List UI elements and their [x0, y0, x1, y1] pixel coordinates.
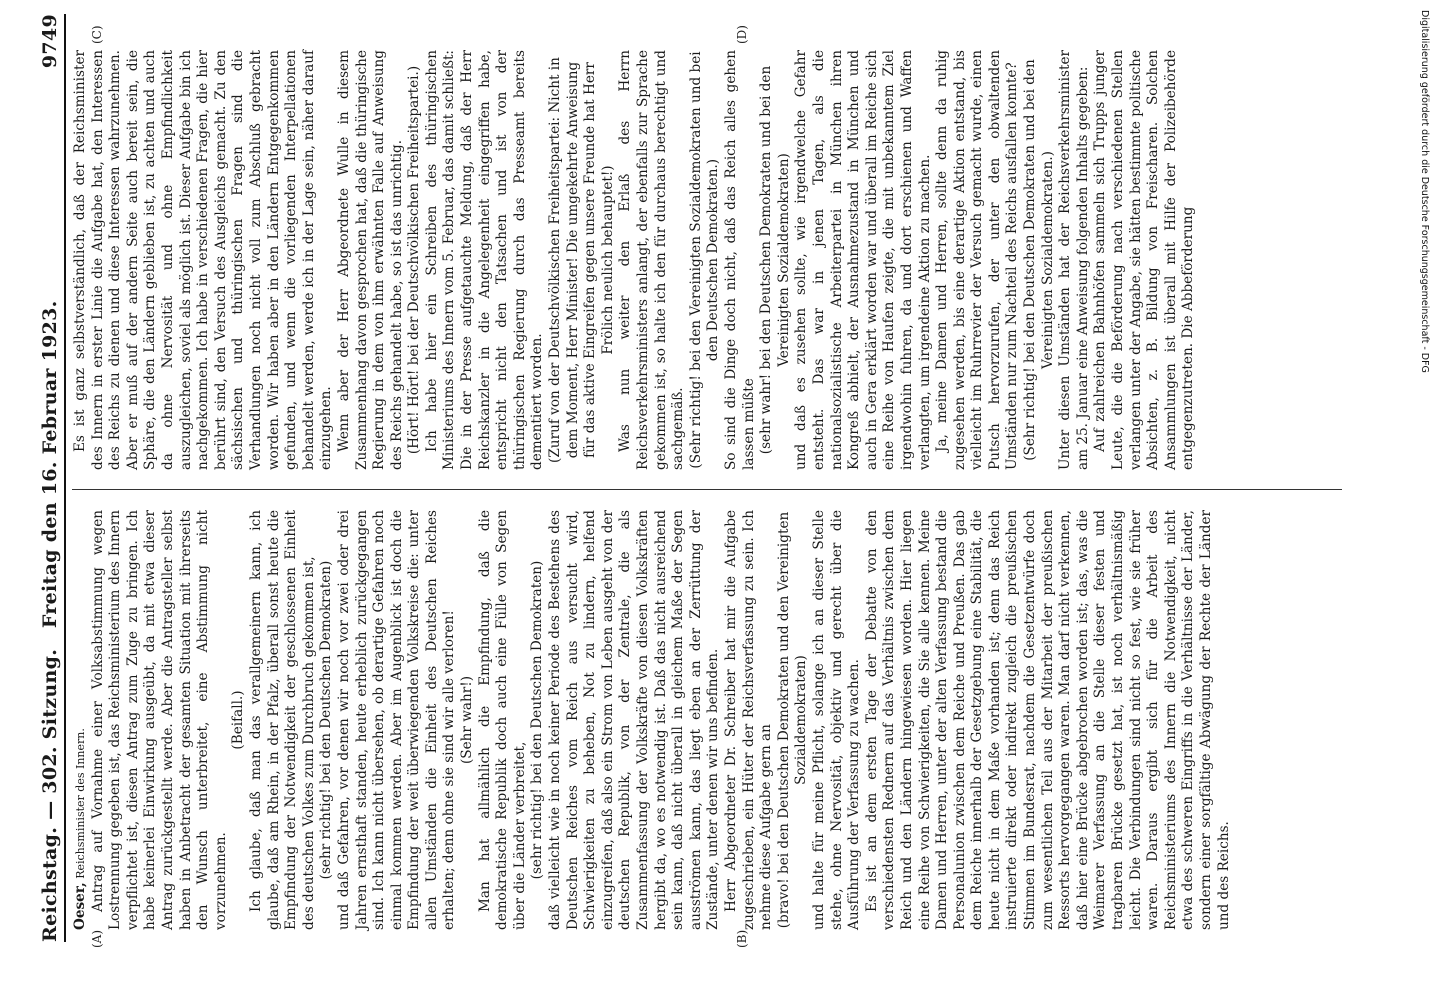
- credit-text: Digitalisierung gefördert durch die Deutsche Forschungsgemeinschaft - DFG: [1419, 10, 1430, 373]
- paragraph: Was nun weiter den Erlaß des Herrn Reichsverkehrsministers anlangt, der ebenfalls zur Sprache gekommen ist, so halte ich den für durchaus berechtigt und sachgemäß.: [617, 50, 687, 470]
- interjection: (Sehr richtig! bei den Deutschen Demokraten und bei den Vereinigten Sozialdemokraten.): [1022, 59, 1056, 461]
- paragraph: Wenn aber der Herr Abgeordnete Wulle in diesem Zusammenhang davon gesprochen hat, daß die thüringische Regierung in dem von ihm erwähnten Falle auf Anweisung des Reichs gehandelt habe, so ist das unrichtig.: [335, 50, 405, 470]
- paragraph: Unter diesen Umständen hat der Reichsverkehrsminister am 25. Januar eine Anweisung folgenden Inhalts gegeben:: [1057, 50, 1091, 470]
- marker-c: (C): [90, 25, 104, 44]
- paragraph: Auf zahlreichen Bahnhöfen sammeln sich Trupps junger Leute, die die Beförderung nach verschiedenen Stellen verlangen unter der Angabe, sie hätten bestimmte politische Absichten, z. B. Bildung von Freischaren. Solchen Ansammlungen ist überall mit Hilfe der Polizeibehörde entgegenzutreten. Die Abbeförderung: [1092, 50, 1197, 470]
- marker-d: (D): [735, 25, 749, 44]
- marker-b: (B): [735, 929, 749, 948]
- interjection: (bravo! bei den Deutschen Demokraten und den Vereinigten Sozialdemokraten): [775, 511, 810, 929]
- interjection: (sehr richtig! bei den Deutschen Demokraten): [318, 560, 335, 880]
- speaker-line: [72, 510, 90, 930]
- header-date: Freitag den 16. Februar 1923.: [39, 300, 61, 629]
- digitization-credit: [1416, 10, 1430, 970]
- marker-a: (A): [90, 929, 104, 948]
- column-divider: [72, 489, 1342, 490]
- paragraph: Man hat allmählich die Empfindung, daß die demokratische Republik doch auch eine Fülle von Segen über die Länder verbreitet,: [476, 510, 528, 930]
- speaker-name: Oeser,: [72, 882, 88, 930]
- paragraph: Ja, meine Damen und Herren, sollte denn da ruhig zugesehen werden, bis eine derartige Aktion entstand, bis vielleicht im Ruhrrevier der Versuch gemacht wurde, einen Putsch hervorzurufen, der unter den obwaltenden Umständen nur zum Nachteil des Reichs ausfallen konnte?: [934, 50, 1021, 470]
- paragraph: und daß Gefahren, vor denen wir noch vor zwei oder drei Jahren ernsthaft standen, heute erheblich zurückgegangen sind. Ich kann nicht übersehen, ob derartige Gefahren noch einmal kommen werden. Aber im Augenblick ist doch die Empfindung der weit überwiegenden Volkskreise die: unter allen Umständen die Einheit des Deutschen Reiches erhalten; denn ohne sie sind wir alle verloren!: [335, 510, 458, 930]
- paragraph: Es ist ganz selbstverständlich, daß der Reichsminister des Innern in erster Linie die Aufgabe hat, den Interessen des Reichs zu dienen und diese Interessen wahrzunehmen. Aber er muß auf der andern Seite auch bereit sein, die Sphäre, die den Ländern geblieben ist, zu achten und auch da ohne Nervosität und ohne Empfindlichkeit auszugleichen, soviel als möglich ist. Dieser Aufgabe bin ich nachgekommen. Ich habe in verschiedenen Fragen, die hier berührt sind, den Versuch des Ausgleichs gemacht. Zu den sächsischen und thüringischen Fragen sind die Verhandlungen noch nicht voll zum Abschluß gebracht worden. Wir haben aber in den Ländern Entgegenkommen gefunden, und wenn die vorliegenden Interpellationen behandelt werden, werde ich in der Lage sein, näher darauf einzugehen.: [72, 50, 335, 470]
- speaker-role: Reichsminister des Innern.: [74, 728, 87, 883]
- paragraph: Antrag auf Vornahme einer Volksabstimmung wegen Lostrennung gegeben ist, das Reichsministerium des Innern verpflichtet ist, diesen Antrag zum Zuge zu bringen. Ich habe keinerlei Einwirkung ausgeübt, da mit etwa dieser Antrag zurückgestellt werde. Aber die Antragsteller selbst haben in Anbetracht der gesamten Situation mit ihrerseits den Wunsch unterbreitet, eine Abstimmung nicht vorzunehmen.: [89, 510, 229, 930]
- paragraph: und halte für meine Pflicht, solange ich an dieser Stelle stehe, ohne Nervosität, objektiv und gerecht über die Ausführung der Verfassung zu wachen.: [810, 510, 863, 930]
- interjection: (Zuruf von der Deutschvölkischen Freiheitspartei: Nicht in dem Moment, Herr Minister! Die umgekehrte Anweisung für das aktive Eingreifen gegen unsere Freunde hat Herr Frölich neulich behauptet!): [547, 57, 616, 463]
- paragraph: Herr Abgeordneter Dr. Schreiber hat mir die Aufgabe zugeschrieben, ein Hüter der Reichsverfassung zu sein. Ich nehme diese Aufgabe gern an: [722, 510, 775, 930]
- page-header: [38, 14, 66, 942]
- paragraph: Ich habe hier ein Schreiben des thüringischen Ministeriums des Innern vom 5. Februar, das damit schließt: Die in der Presse aufgetauchte Meldung, daß der Herr Reichskanzler in die Angelegenheit eingegriffen habe, entspricht nicht den Tatsachen und ist von der thüringischen Regierung durch das Presseamt bereits dementiert worden.: [423, 50, 546, 470]
- interjection: (sehr richtig! bei den Deutschen Demokraten): [529, 560, 546, 880]
- interjection: (Sehr wahr!): [459, 676, 476, 764]
- paragraph: Es ist an dem ersten Tage der Debatte von den verschiedensten Rednern auf das Verhältnis zwischen dem Reich und den Ländern hingewiesen worden. Hier liegen eine Reihe von Schwierigkeiten, die Sie alle kennen. Meine Damen und Herren, unter der alten Verfassung bestand die Personalunion zwischen dem Reiche und Preußen. Das gab dem Reiche innerhalb der Gesetzgebung eine Stabilität, die heute nicht in dem Maße vorhanden ist; denn das Reich instruierte direkt oder indirekt zugleich die preußischen Stimmen im Bundesrat, nachdem die Gesetzentwürfe doch zum wesentlichen Teil aus der Mitarbeit der preußischen Ressorts hervorgegangen waren. Man darf nicht verkennen, daß hier eine Brücke abgebrochen worden ist; das, was die Weimarer Verfassung an die Stelle dieser festen und tragbaren Brücke gesetzt hat, ist noch verhältnismäßig leicht. Die Verbindungen sind nicht so fest, wie sie früher waren. Daraus ergibt sich für die Arbeit des Reichsministeriums des Innern die Notwendigkeit, nicht etwa des schweren Eingriffs in die Verhältnisse der Länder, sondern einer sorgfältige Abwägung der Rechte der Länder und des Reichs.: [863, 510, 1232, 930]
- header-left: Reichstag. — 302. Sitzung.: [39, 648, 61, 942]
- interjection: (Beifall.): [230, 690, 247, 750]
- paragraph: So sind die Dinge doch nicht, daß das Reich alles gehen lassen müßte: [722, 50, 757, 470]
- interjection: (Sehr richtig! bei den Vereinigten Sozialdemokraten und bei den Deutschen Demokraten.): [687, 51, 722, 469]
- paragraph: und daß es zusehen sollte, wie irgendwelche Gefahr entsteht. Das war in jenen Tagen, als die nationalsozialistische Arbeiterpartei in München ihren Kongreß abhielt, der Ausnahmezustand in München und auch in Gera erklärt worden war und überall im Reiche sich eine Reihe von Haufen zeigte, die mit unbekanntem Ziel irgendwohin fuhren, da und dort erschienen und Waffen verlangten, um irgendeine Aktion zu machen.: [793, 50, 933, 470]
- paragraph: Ich glaube, daß man das verallgemeinern kann, ich glaube, daß am Rhein, in der Pfalz, überall sonst heute die Empfindung der Notwendigkeit der geschlossenen Einheit des deutschen Volkes zum Durchbruch gekommen ist,: [247, 510, 317, 930]
- interjection: (Hört! Hört! bei der Deutschvölkischen Freiheitspartei.): [406, 65, 423, 455]
- interjection: (sehr wahr! bei den Deutschen Demokraten und bei den Vereinigten Sozialdemokraten): [758, 65, 792, 455]
- page-number: 9749: [39, 14, 61, 69]
- text-column-left: [72, 510, 1233, 930]
- text-column-right: [72, 50, 1198, 470]
- paragraph: daß vielleicht wie in noch keiner Periode des Bestehens des Deutschen Reiches vom Reich aus versucht wird, Schwierigkeiten zu beheben, Not zu lindern, helfend einzugreifen, daß also ein Strom von Leben ausgeht von der deutschen Republik, von der Zentrale, die als Zusammenfassung der Volkskräfte von diesen Volkskräften hergibt da, wo es notwendig ist. Daß das nicht ausreichend sein kann, daß nicht überall in gleichem Maße der Segen ausströmen kann, das liegt eben an der Zerrüttung der Zustände, unter denen wir uns befinden.: [547, 510, 722, 930]
